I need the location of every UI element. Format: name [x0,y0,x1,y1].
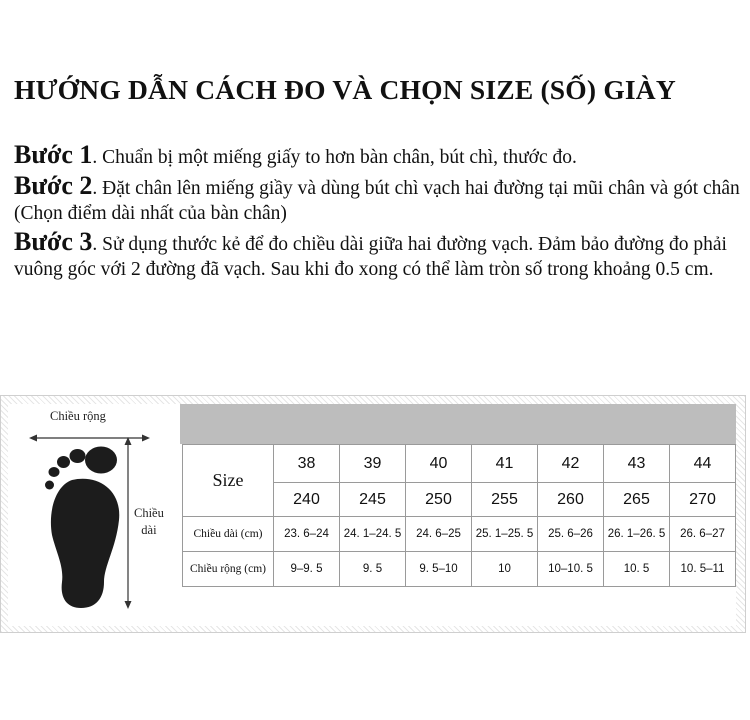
mm-cell: 240 [274,483,340,517]
mm-cell: 270 [670,483,736,517]
step-3-text: . Sử dụng thước kẻ để đo chiều dài giữa hai đường vạch. Đảm bảo đường đo phải vuông góc với 2 đường đã vạch. Sau khi đo xong có thể làm tròn số trong khoảng 0.5 cm. [14,234,727,280]
width-cell: 10 [472,552,538,587]
mm-cell: 260 [538,483,604,517]
width-caption: Chiều rộng [50,409,106,423]
length-cell: 25. 6–26 [538,517,604,552]
page-title: HƯỚNG DẪN CÁCH ĐO VÀ CHỌN SIZE (SỐ) GIÀY [14,74,676,105]
length-cell: 26. 6–27 [670,517,736,552]
length-cell: 24. 1–24. 5 [340,517,406,552]
width-cell: 10. 5 [604,552,670,587]
footprint-icon [45,447,119,609]
table-row [183,445,736,483]
width-row-label: Chiều rộng (cm) [183,552,274,587]
width-cell: 9–9. 5 [274,552,340,587]
length-cell: 25. 1–25. 5 [472,517,538,552]
size-cell: 43 [604,445,670,483]
table-row [183,517,736,552]
width-cell: 10–10. 5 [538,552,604,587]
length-arrow [125,437,132,609]
size-label: Size [183,445,274,517]
length-caption-line-1: Chiều [134,506,164,520]
step-1-label: Bước 1 [14,140,93,169]
table-row [183,552,736,587]
step-3-label: Bước 3 [14,227,93,256]
step-2-label: Bước 2 [14,171,93,200]
width-cell: 9. 5–10 [406,552,472,587]
size-cell: 38 [274,445,340,483]
mm-cell: 265 [604,483,670,517]
size-cell: 39 [340,445,406,483]
step-1-text: . Chuẩn bị một miếng giấy to hơn bàn chân, bút chì, thước đo. [92,147,577,168]
mm-cell: 245 [340,483,406,517]
width-cell: 10. 5–11 [670,552,736,587]
size-cell: 40 [406,445,472,483]
size-cell: 44 [670,445,736,483]
size-cell: 41 [472,445,538,483]
size-table [182,444,736,587]
width-arrow [29,435,150,442]
length-caption-line-2: dài [141,523,157,537]
length-caption [134,505,164,539]
length-cell: 23. 6–24 [274,517,340,552]
mm-cell: 255 [472,483,538,517]
length-row-label: Chiều dài (cm) [183,517,274,552]
length-cell: 26. 1–26. 5 [604,517,670,552]
width-cell: 9. 5 [340,552,406,587]
length-cell: 24. 6–25 [406,517,472,552]
size-cell: 42 [538,445,604,483]
step-2-text: . Đặt chân lên miếng giầy và dùng bút chì vạch hai đường tại mũi chân và gót chân (Chọn điểm dài nhất của bàn chân) [14,178,740,224]
mm-cell: 250 [406,483,472,517]
